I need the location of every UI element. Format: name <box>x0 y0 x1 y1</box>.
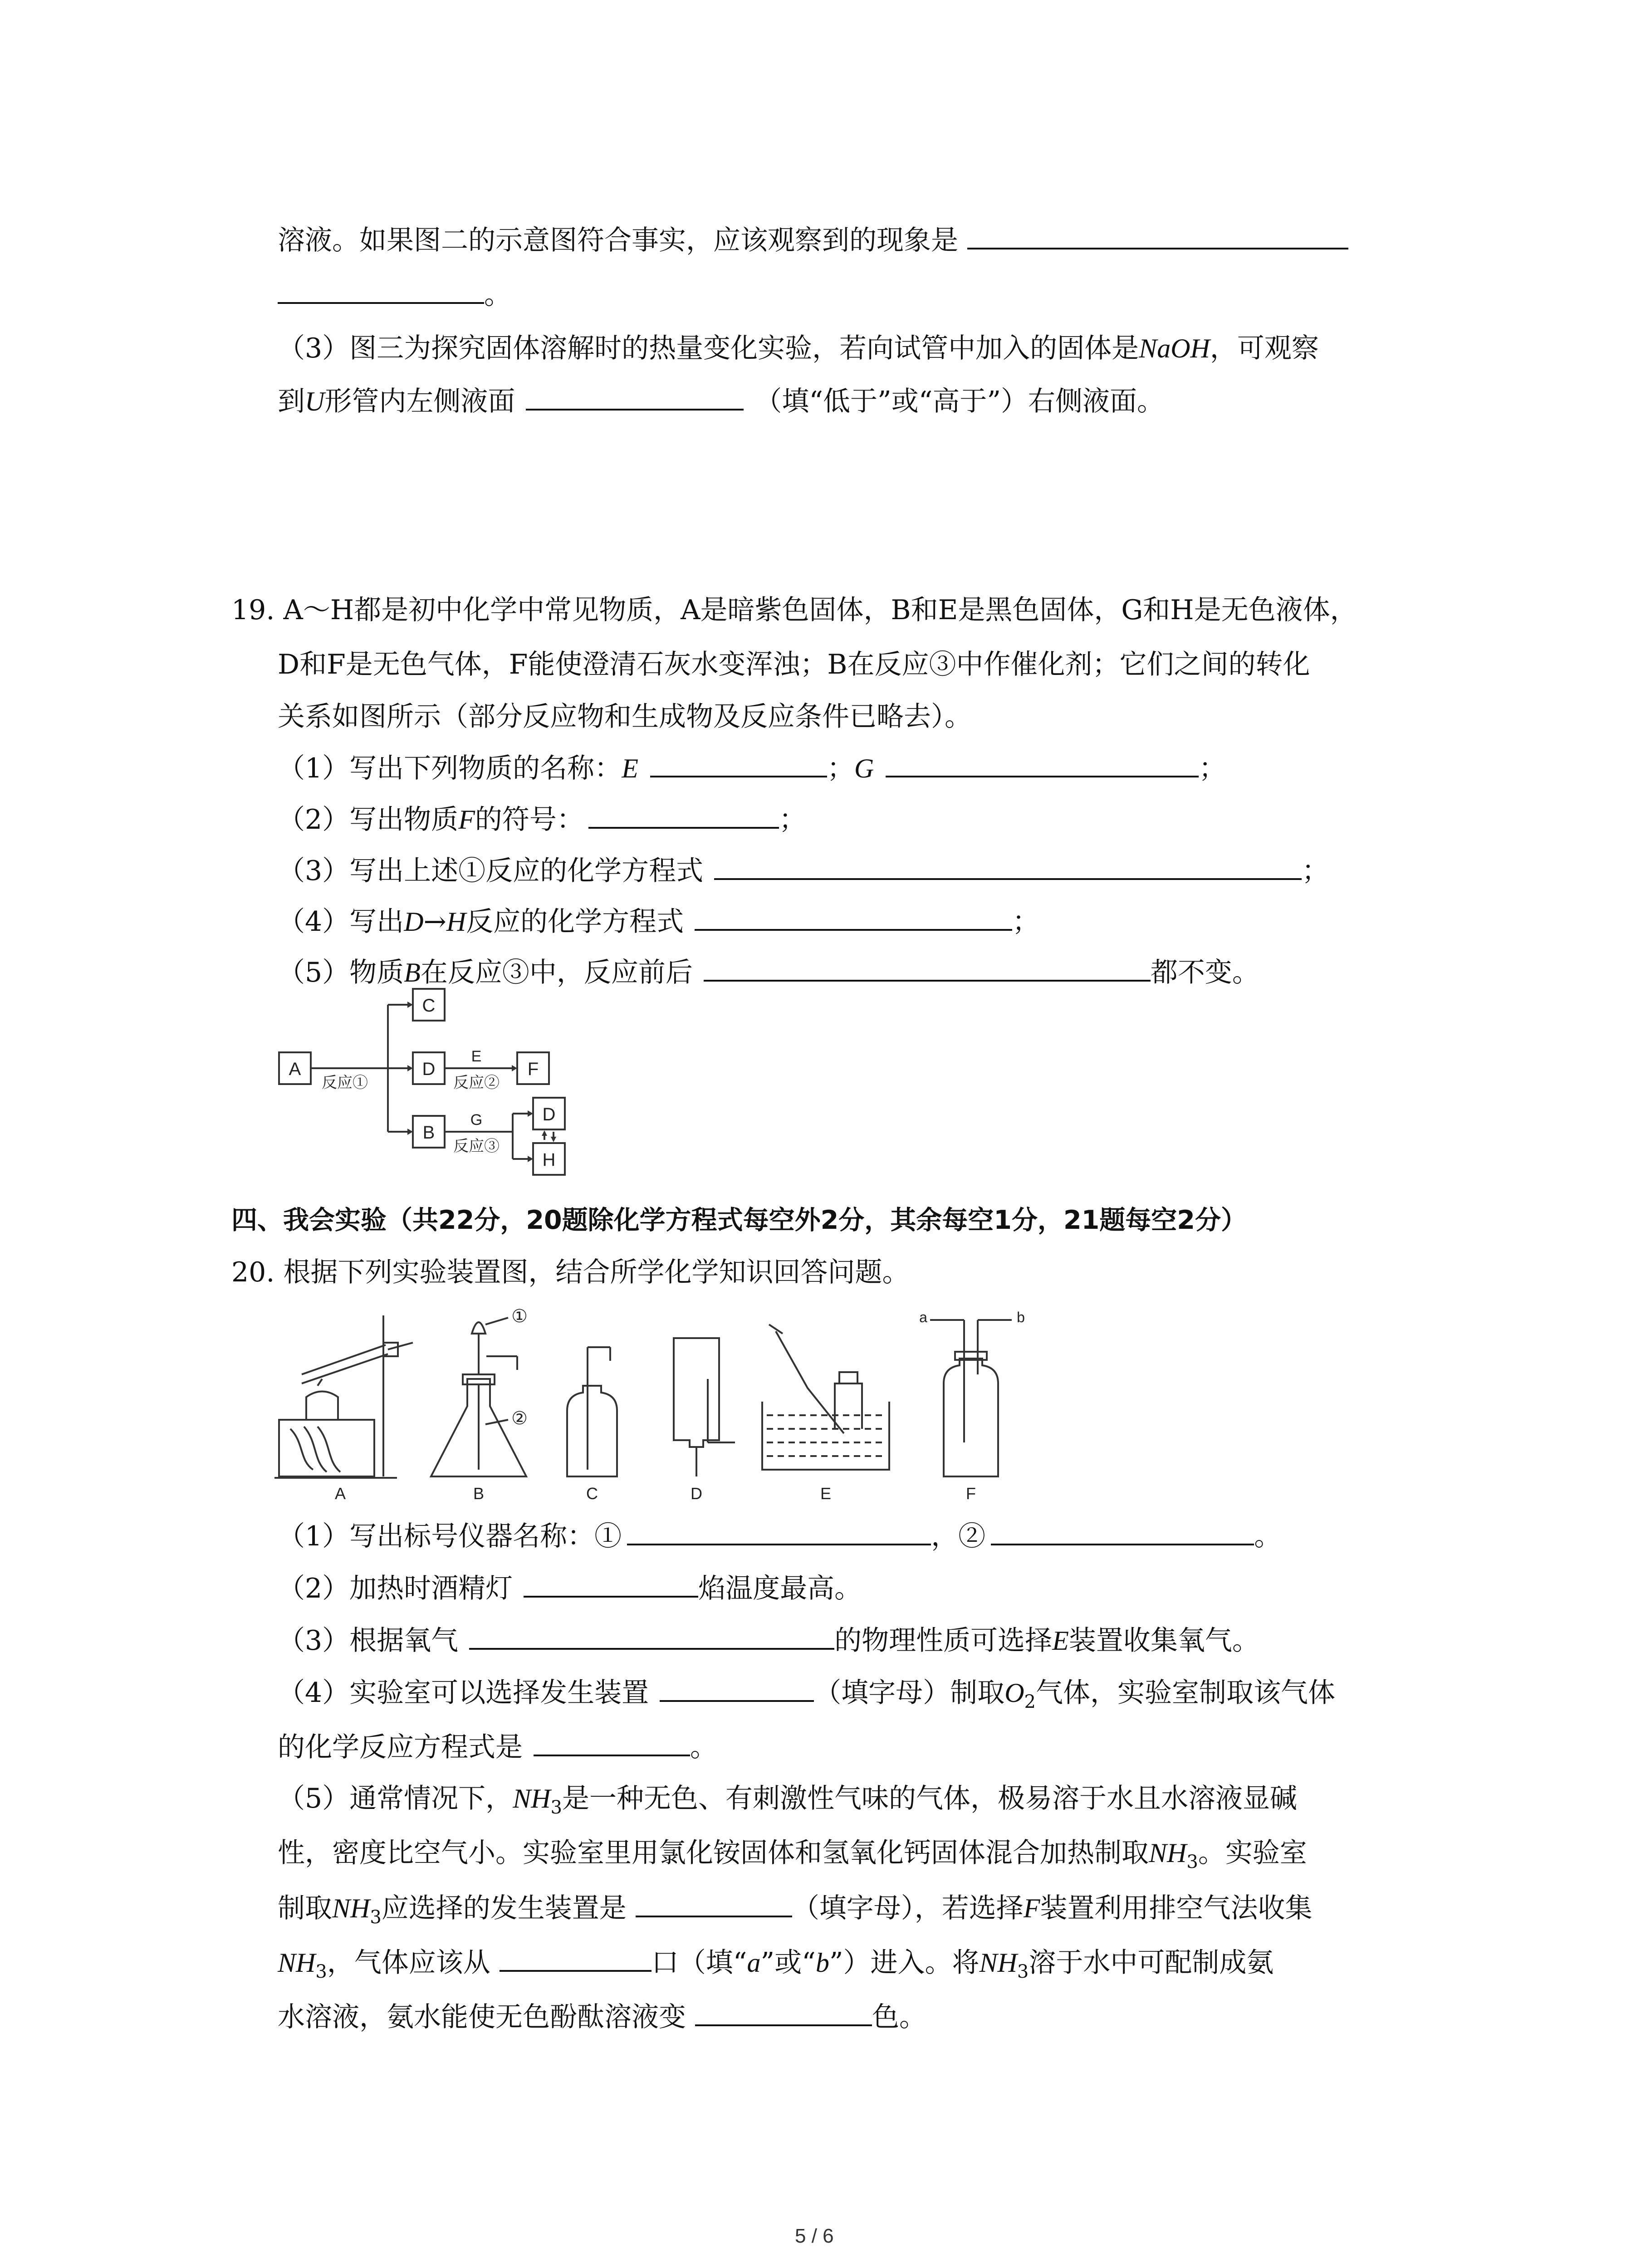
label-d2: D <box>542 1105 556 1124</box>
q19-line2: D和F是无色气体，F能使澄清石灰水变浑浊；B在反应③中作催化剂；它们之间的转化 <box>278 649 1310 680</box>
q19-blank-g[interactable] <box>886 749 1199 777</box>
q20-sub3: （3）根据氧气 的物理性质可选择E装置收集氧气。 <box>278 1622 1259 1659</box>
apparatus-b <box>431 1318 526 1476</box>
page-number: 5 / 6 <box>795 2225 834 2247</box>
q20-sub4-line2: 的化学反应方程式是 。 <box>278 1728 717 1765</box>
label-r3: 反应③ <box>453 1138 500 1155</box>
q20-blank-instrument2[interactable] <box>991 1517 1254 1545</box>
section4-heading: 四、我会实验（共22分，20题除化学方程式每空外2分，其余每空1分，21题每空2分） <box>231 1205 1247 1235</box>
q20-sub5-line5: 水溶液，氨水能使无色酚酞溶液变 色。 <box>278 1998 926 2035</box>
q18-line1: 溶液。如果图二的示意图符合事实，应该观察到的现象是 <box>278 221 1348 259</box>
q18-p3-line2: 到U形管内左侧液面 （填“低于”或“高于”）右侧液面。 <box>278 382 1164 420</box>
mark-1: ① <box>511 1306 528 1326</box>
label-apparatus-e: E <box>820 1484 832 1503</box>
q18-line2: 。 <box>278 276 511 313</box>
q19-blank-f-symbol[interactable] <box>588 801 779 829</box>
label-apparatus-f: F <box>966 1484 976 1503</box>
label-r2: 反应② <box>453 1074 500 1091</box>
label-b: B <box>422 1123 435 1143</box>
label-a: A <box>289 1059 301 1079</box>
q20-blank-property[interactable] <box>469 1622 834 1650</box>
label-apparatus-c: C <box>586 1484 598 1503</box>
q20-sub5-line1: （5）通常情况下，$NH_3$是一种无色、有刺激性气味的气体，极易溶于水且水溶液显碱 <box>278 1783 1297 1818</box>
label-apparatus-d: D <box>691 1484 702 1503</box>
label-c: C <box>422 996 436 1016</box>
label-f: F <box>527 1059 539 1079</box>
label-d: D <box>422 1059 436 1079</box>
q18-blank-phenomenon[interactable] <box>967 221 1348 249</box>
apparatus-c <box>567 1347 617 1476</box>
q20-blank-equation[interactable] <box>534 1728 690 1756</box>
apparatus-a <box>274 1315 413 1478</box>
q20-blank-port[interactable] <box>500 1944 652 1972</box>
label-r1: 反应① <box>322 1074 368 1091</box>
q20-sub5-line4: $NH_3$，气体应该从 口（填“a”或“b”）进入。将$NH_3$溶于水中可配制成氨 <box>278 1944 1274 1990</box>
port-b: b <box>1017 1309 1025 1325</box>
label-apparatus-b: B <box>473 1484 485 1503</box>
label-g: G <box>470 1111 483 1129</box>
mark-2: ② <box>511 1408 528 1428</box>
q18-blank-phenomenon-cont[interactable] <box>278 276 484 304</box>
q20-sub5-line3: 制取$NH_3$应选择的发生装置是 （填字母），若选择F装置利用排空气法收集 <box>278 1889 1312 1936</box>
q19-blank-e[interactable] <box>650 749 827 777</box>
q20-blank-nh3-device[interactable] <box>636 1889 792 1917</box>
q20-apparatus-figure <box>272 1306 1043 1506</box>
label-e: E <box>471 1048 482 1065</box>
label-apparatus-a: A <box>334 1484 346 1503</box>
q19-line1: 19. A～H都是初中化学中常见物质，A是暗紫色固体，B和E是黑色固体，G和H是无色液体， <box>231 594 1357 626</box>
q20-intro: 20. 根据下列实验装置图，结合所学化学知识回答问题。 <box>231 1256 910 1288</box>
q19-sub3: （3）写出上述①反应的化学方程式 ； <box>278 852 1329 889</box>
q19-blank-eq-dh[interactable] <box>695 903 1012 931</box>
apparatus-d <box>674 1338 735 1476</box>
apparatus-e <box>762 1325 889 1470</box>
apparatus-f <box>930 1320 1012 1476</box>
q19-sub4: （4）写出D→H反应的化学方程式 ； <box>278 903 1039 940</box>
q19-sub2: （2）写出物质F的符号： ； <box>278 801 806 838</box>
q19-blank-unchanged[interactable] <box>704 953 1151 982</box>
q18-blank-level[interactable] <box>526 382 744 411</box>
q19-blank-eq1[interactable] <box>714 852 1302 880</box>
q20-blank-color[interactable] <box>695 1998 872 2026</box>
q19-sub5: （5）物质B在反应③中，反应前后 都不变。 <box>278 953 1259 991</box>
q20-sub5-line2: 性，密度比空气小。实验室里用氯化铵固体和氢氧化钙固体混合加热制取$NH_3$。实验室 <box>278 1837 1307 1872</box>
q20-sub1: （1）写出标号仪器名称：① ，② 。 <box>278 1517 1281 1554</box>
q18-p3-line1: （3）图三为探究固体溶解时的热量变化实验，若向试管中加入的固体是NaOH，可观察 <box>278 332 1319 364</box>
q20-sub4-line1: （4）实验室可以选择发生装置 （填字母）制取$O_2$气体，实验室制取该气体 <box>278 1674 1335 1720</box>
q20-blank-instrument1[interactable] <box>627 1517 931 1545</box>
port-a: a <box>919 1309 927 1325</box>
q19-line3: 关系如图所示（部分反应物和生成物及反应条件已略去）。 <box>278 701 972 733</box>
q20-blank-device[interactable] <box>660 1674 814 1702</box>
q19-transformation-diagram <box>272 975 590 1184</box>
q19-sub1: （1）写出下列物质的名称：E ；G ； <box>278 749 1226 787</box>
label-h: H <box>542 1150 556 1170</box>
q20-blank-flame[interactable] <box>524 1569 698 1598</box>
q20-sub2: （2）加热时酒精灯 焰温度最高。 <box>278 1569 862 1607</box>
